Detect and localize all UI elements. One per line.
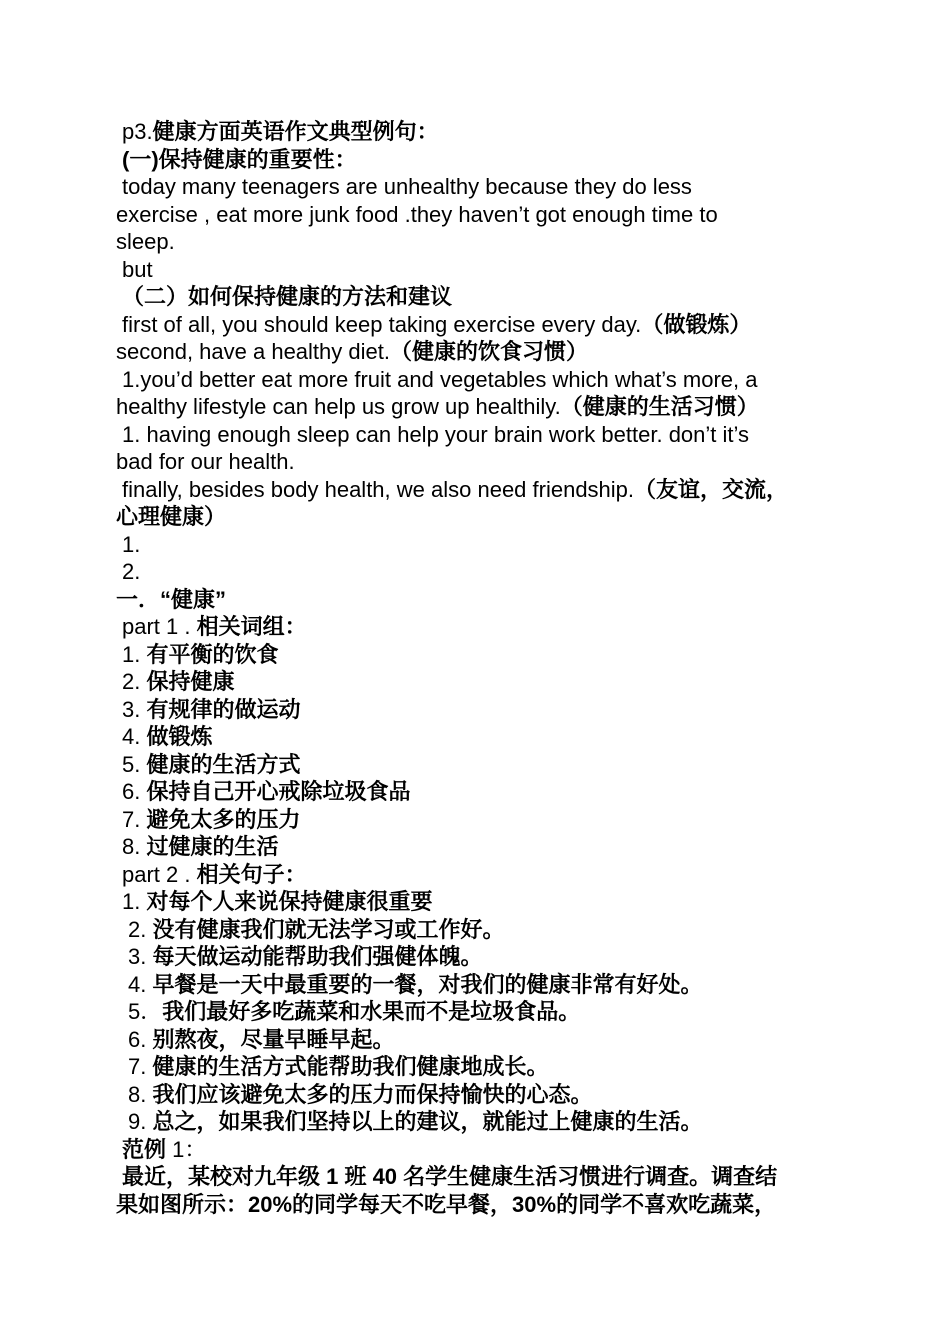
document-body bbox=[116, 118, 842, 1218]
heading-methods: （二）如何保持健康的方法和建议 bbox=[122, 284, 453, 309]
list-item: 7. 避免太多的压力 bbox=[122, 806, 301, 832]
sentence-list bbox=[116, 888, 842, 1136]
paragraph-line: bad for our health. bbox=[116, 449, 295, 474]
paragraph-line: healthy lifestyle can help us grow up healthily.（健康的生活习惯） bbox=[116, 394, 759, 419]
section-title-health: 一．“健康” bbox=[116, 586, 227, 612]
list-item: 6. 别熬夜，尽量早睡早起。 bbox=[128, 1026, 395, 1052]
list-item: 6. 保持自己开心戒除垃圾食品 bbox=[122, 779, 411, 804]
example-heading: 范例 1： bbox=[122, 1136, 207, 1162]
list-item: 2. bbox=[122, 559, 141, 584]
heading-importance: (一)保持健康的重要性： bbox=[122, 146, 357, 172]
paragraph-line: sleep. bbox=[116, 229, 175, 254]
list-item: 7. 健康的生活方式能帮助我们健康地成长。 bbox=[128, 1054, 549, 1079]
part1-heading: part 1 . 相关词组： bbox=[122, 614, 307, 639]
paragraph-line: 1.you’d better eat more fruit and vegetables which what’s more, a bbox=[122, 366, 758, 392]
list-item: 1. bbox=[122, 531, 141, 557]
paragraph-line: exercise , eat more junk food .they haven’t got enough time to bbox=[116, 201, 718, 227]
list-item: 9. 总之，如果我们坚持以上的建议，就能过上健康的生活。 bbox=[128, 1109, 703, 1134]
phrase-list bbox=[116, 641, 842, 861]
paragraph-line: finally, besides body health, we also need friendship.（友谊，交流， bbox=[122, 476, 789, 502]
paragraph-line: but bbox=[122, 256, 153, 282]
list-item: 5. 健康的生活方式 bbox=[122, 751, 301, 777]
list-item: 2. 没有健康我们就无法学习或工作好。 bbox=[128, 916, 505, 942]
paragraph-line: 心理健康） bbox=[116, 504, 227, 529]
paragraph-line: 1. having enough sleep can help your brain work better. don’t it’s bbox=[122, 421, 749, 447]
list-item: 5．我们最好多吃蔬菜和水果而不是垃圾食品。 bbox=[128, 999, 581, 1024]
list-item: 3. 有规律的做运动 bbox=[122, 696, 301, 722]
paragraph-line: first of all, you should keep taking exercise every day.（做锻炼） bbox=[122, 311, 752, 337]
list-item: 8. 过健康的生活 bbox=[122, 834, 279, 859]
list-item: 4. 早餐是一天中最重要的一餐，对我们的健康非常有好处。 bbox=[128, 971, 703, 997]
paragraph-line: today many teenagers are unhealthy because they do less bbox=[122, 174, 692, 199]
list-item: 2. 保持健康 bbox=[122, 669, 235, 694]
list-item: 3. 每天做运动能帮助我们强健体魄。 bbox=[128, 944, 483, 969]
paragraph-line: 果如图所示：20%的同学每天不吃早餐，30%的同学不喜欢吃蔬菜， bbox=[116, 1191, 777, 1217]
list-item: 1. 有平衡的饮食 bbox=[122, 641, 279, 667]
paragraph-line: second, have a healthy diet.（健康的饮食习惯） bbox=[116, 339, 588, 364]
list-item: 8. 我们应该避免太多的压力而保持愉快的心态。 bbox=[128, 1081, 593, 1107]
part2-heading: part 2 . 相关句子： bbox=[122, 861, 307, 887]
heading-p3: p3.健康方面英语作文典型例句： bbox=[122, 119, 439, 144]
list-item: 4. 做锻炼 bbox=[122, 724, 213, 749]
paragraph-line: 最近，某校对九年级 1 班 40 名学生健康生活习惯进行调查。调查结 bbox=[122, 1164, 778, 1189]
list-item: 1. 对每个人来说保持健康很重要 bbox=[122, 889, 433, 914]
